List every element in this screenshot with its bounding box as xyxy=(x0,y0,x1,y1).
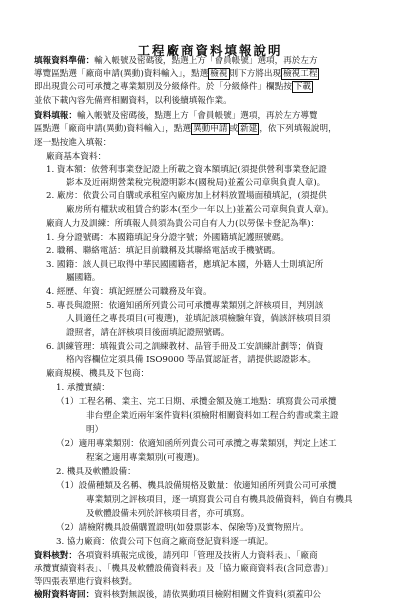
staff-title: 廠商人力及訓練：所填報人員須為貴公司自有人力(以勞保卡登記為準)： xyxy=(46,219,320,229)
send-text-1: 資料核對無誤後，請依異動項目檢附相關文件資料(須蓋印公 xyxy=(94,590,321,600)
basic-item-2b: 廠房所有權狀或租賃合約影本(至少一年以上)並蓋公司章與負責人章)。 xyxy=(66,205,334,215)
new-create-ref: 新建 xyxy=(240,124,258,134)
prep-line-1 xyxy=(34,56,318,67)
view-button-ref: 檢視 xyxy=(210,69,228,79)
equip-item-1: 1. 承攬實績： xyxy=(56,383,110,393)
staff-item-5a: 5. 專長與證照：依適知函所列貴公司可承攬專業類別之評核項目，判別該 xyxy=(46,301,324,311)
download-button-ref: 下載 xyxy=(293,82,312,92)
basic-item-1a: 1. 資本額：依營利事業登記證上所載之資本額填記(須提供營利事業登記證 xyxy=(46,165,327,175)
change-request-ref: 異動申請 xyxy=(193,124,228,134)
equip-item-2-2: （2）請檢附機具設備購置證明(如發票影本、保險等)及實物照片。 xyxy=(56,523,309,533)
view-project-ref: 檢視工程 xyxy=(283,69,318,79)
fill-text-2b: ，依下列填報說明， xyxy=(259,124,337,134)
prep-text-3a: 即出現貴公司可承攬之專業類別及分級條件。於「分級條件」欄點按 xyxy=(34,82,292,92)
staff-item-4: 4. 經歷、年資：填記經歷公司職務及年資。 xyxy=(46,287,212,297)
send-line-1 xyxy=(34,590,321,601)
prep-line-4: 並依下載內容先備齊相關資料，以利後續填報作業。 xyxy=(34,96,232,106)
fill-line-2 xyxy=(34,124,337,135)
send-label: 檢附資料寄回： xyxy=(34,590,95,600)
check-line-1 xyxy=(34,551,318,562)
basic-title: 廠商基本資料： xyxy=(46,152,107,162)
equip-item-1-2a: （2）適用專業類別：依適知函所列貴公司可承攬之專業類別，判定上述工 xyxy=(56,439,337,449)
equip-item-2-1b: 專業類別之評核項目，逐一填寫貴公司自有機具設備資料，倘自有機具 xyxy=(86,495,353,505)
staff-item-5c: 證照者，請在評核項目後面填記證照號碼。 xyxy=(66,328,230,338)
basic-item-1b: 影本及近兩期營業稅完稅證明影本(國稅局)並蓋公司章與負責人章)。 xyxy=(66,178,326,188)
prep-text-2a: 導覽區點選「廠商申請(異動)資料輸入」，點選 xyxy=(34,69,209,79)
equip-item-1-1c: 明） xyxy=(86,425,104,435)
equip-item-3: 3. 協力廠商：依貴公司下包商之廠商登記資料逐一填記。 xyxy=(56,537,274,547)
staff-item-2: 2. 職稱、聯絡電話：填記目前職稱及其聯絡電話或手機號碼。 xyxy=(46,246,281,256)
equip-item-1-2b: 程案之適用專業類別(可複選)。 xyxy=(86,453,205,463)
equip-title: 廠商規模、機具及下包商： xyxy=(46,369,150,379)
basic-item-2a: 2. 廠房：依貴公司自購或承租室內廠房加上材料放置場面積填記，(須提供 xyxy=(46,191,327,201)
fill-text-2a: 區點選「廠商申請(異動)資料輸入」，點選 xyxy=(34,124,192,134)
staff-item-1: 1. 身分證號碼：本國籍填記身分證字號；外國籍填記護照號碼。 xyxy=(46,233,289,243)
equip-item-2-1a: （1）設備種類及名稱、機具設備規格及數量：依適知函所列貴公司可承攬 xyxy=(56,481,337,491)
staff-item-6a: 6. 訓練管理：填報貴公司之訓練教材、品管手冊及工安訓練計劃等；倘資 xyxy=(46,342,324,352)
prep-text-1: 輸入帳號及密碼後，點選上方「會員帳號」選項，再於左方 xyxy=(94,56,318,66)
fill-label: 資料填報： xyxy=(34,111,77,121)
prep-text-2b: 則下方將出現 xyxy=(229,69,282,79)
fill-text-or: 或 xyxy=(229,124,239,134)
check-line-3: 等四張表單進行資料核對。 xyxy=(34,577,138,587)
equip-item-1-1b: 非台塑企業近兩年案件資料(須檢附相關資料如工程合約書或業主證 xyxy=(86,411,339,421)
equip-item-1-1a: （1）工程名稱、業主、完工日期、承攬金額及施工地點：填寫貴公司承攬 xyxy=(56,397,337,407)
check-text-1: 各項資料填報完成後，請列印「管理及技術人力資料表」、「廠商 xyxy=(76,551,318,561)
equip-item-2-1c: 及軟體設備未列於評核項目者，亦可填寫。 xyxy=(86,509,250,519)
check-line-2: 承攬實績資料表」、「機具及軟體設備資料表」及「協力廠商資料表(含同意書)」 xyxy=(34,564,333,574)
prep-line-2 xyxy=(34,69,319,80)
check-label: 資料核對： xyxy=(34,551,77,561)
prep-line-3 xyxy=(34,82,313,93)
fill-line-1 xyxy=(34,111,318,122)
staff-item-6b: 格內容欄位定須具備 ISO9000 等品質認証者，請提供認證影本。 xyxy=(66,355,316,365)
staff-item-3a: 3. 國籍：該人員已取得中華民國國籍者，應填記本國，外籍人士則填記所 xyxy=(46,260,324,270)
staff-item-5b: 人員適任之專長項目(可複選)，並填記該項檢驗年資，倘該評核項目須 xyxy=(66,314,331,324)
fill-text-1: 輸入帳號及密碼後，點選上方「會員帳號」選項，再於左方導覽 xyxy=(76,111,318,121)
page-title: 工程廠商資料填報說明 xyxy=(137,43,283,58)
staff-item-3b: 屬國籍。 xyxy=(66,273,101,283)
prep-label: 填報資料準備： xyxy=(34,56,95,66)
fill-line-3: 逐一點按進入填報： xyxy=(34,138,112,148)
equip-item-2: 2. 機具及軟體設備： xyxy=(56,467,136,477)
